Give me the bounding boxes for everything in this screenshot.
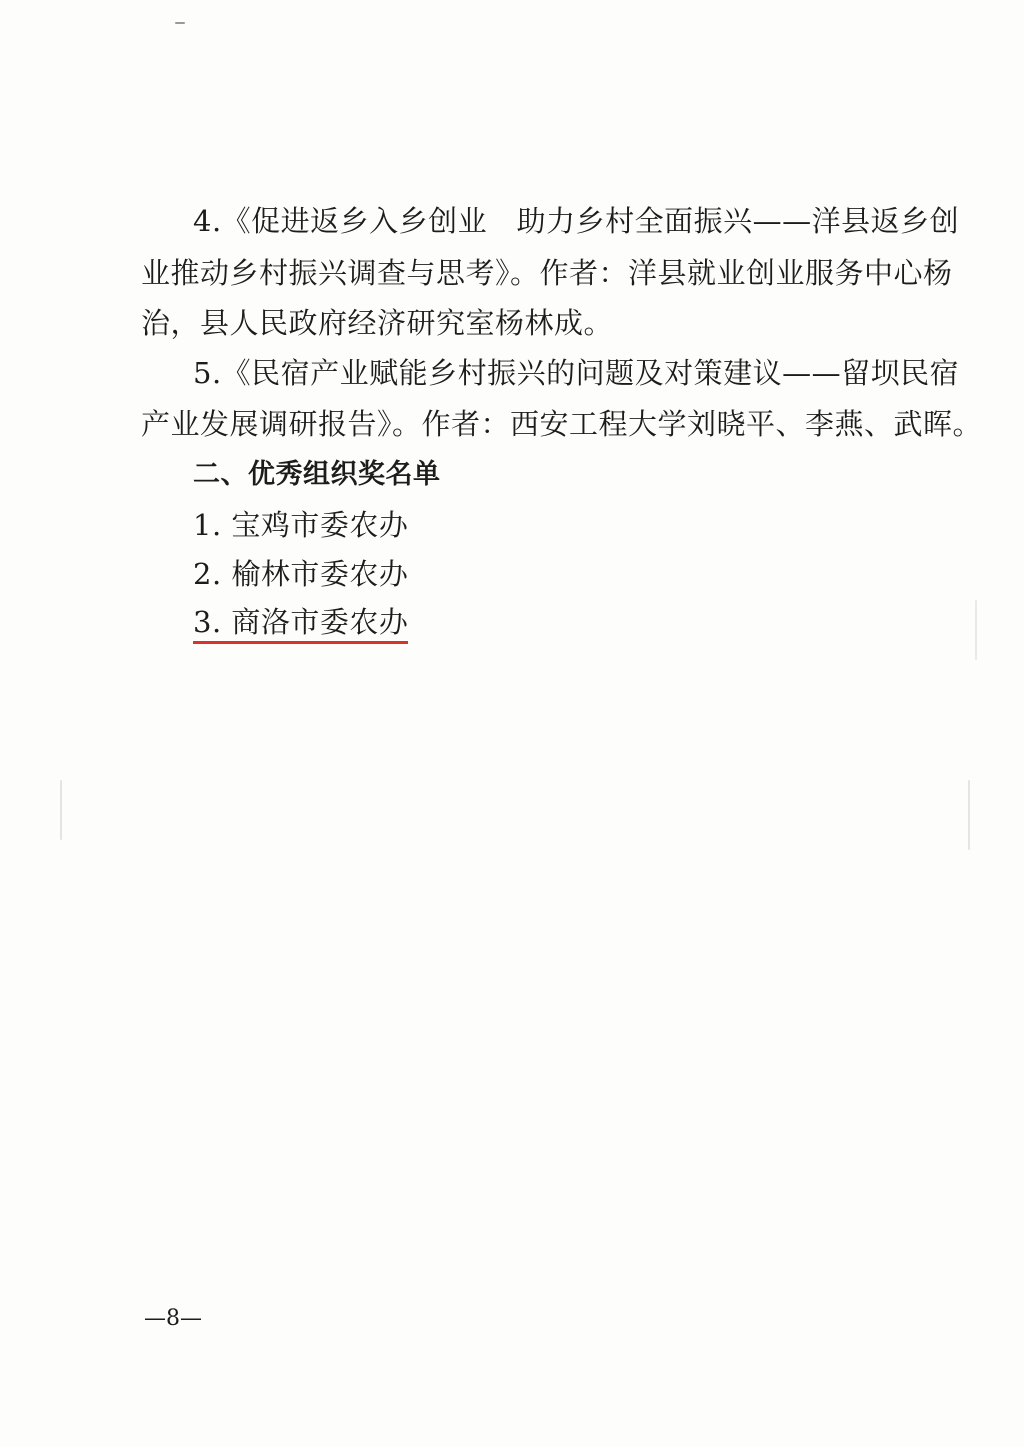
org-award-item-1: 1. 宝鸡市委农办 [193,508,409,542]
org-award-item-3-underlined: 3. 商洛市委农办 [193,605,408,644]
item5-line1: 5.《民宿产业赋能乡村振兴的问题及对策建议——留坝民宿 [193,356,960,390]
scan-speck [975,600,977,660]
scan-speck [968,780,970,850]
item4-line1: 4.《促进返乡入乡创业 助力乡村全面振兴——洋县返乡创 [193,204,960,238]
item5-line2: 产业发展调研报告》。作者：西安工程大学刘晓平、李燕、武晖。 [141,407,983,441]
scan-speck [60,780,62,840]
org-award-item-2: 2. 榆林市委农办 [193,557,409,591]
item4-line3: 治，县人民政府经济研究室杨林成。 [141,306,614,340]
item4-line2: 业推动乡村振兴调查与思考》。作者：洋县就业创业服务中心杨 [141,256,953,290]
page-number: —8— [144,1306,202,1331]
scan-speck [175,22,185,24]
section2-heading: 二、优秀组织奖名单 [193,459,441,490]
org-award-item-3 [193,605,913,644]
